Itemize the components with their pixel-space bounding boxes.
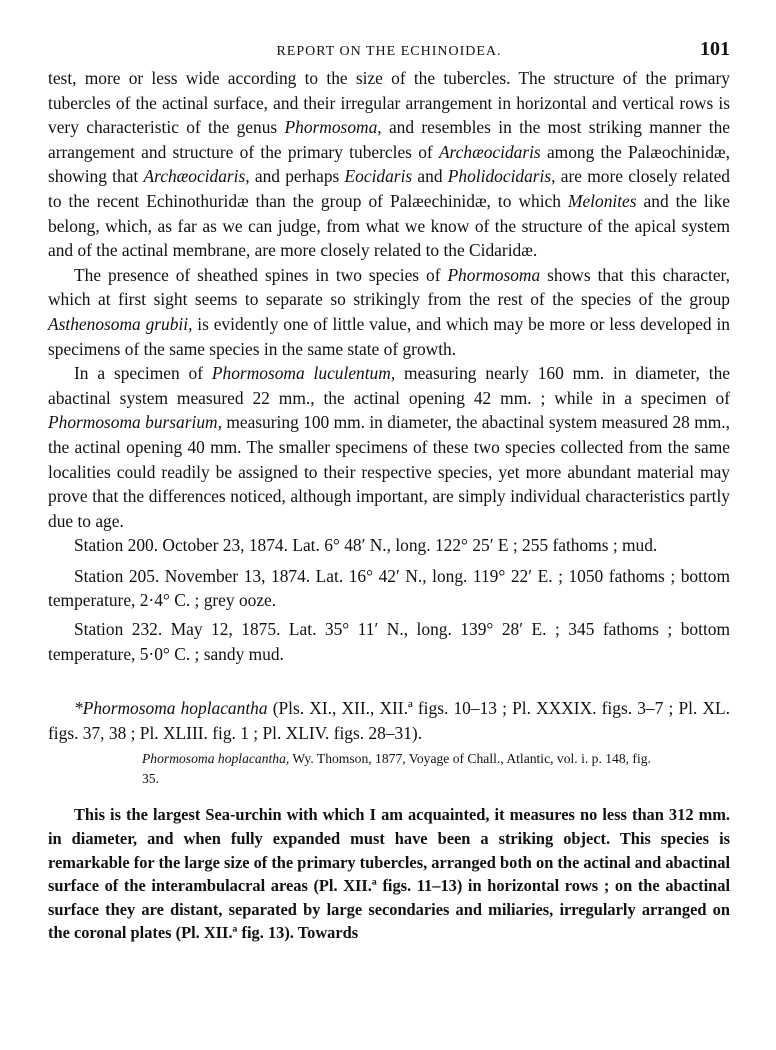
species-heading: *Phormosoma hoplacantha (Pls. XI., XII., XII.ª figs. 10–13 ; Pl. XXXIX. figs. 3–7 ; Pl. XL. figs. 37, 38 ; Pl. XLIII. fig. 1 ; Pl. XLIV. figs. 28–31). xyxy=(48,698,730,743)
station-232: Station 232. May 12, 1875. Lat. 35° 11′ N., long. 139° 28′ E. ; 345 fathoms ; bottom temperature, 5·0° C. ; sandy mud. xyxy=(48,619,730,664)
station-200: Station 200. October 23, 1874. Lat. 6° 48′ N., long. 122° 25′ E ; 255 fathoms ; mud. xyxy=(74,535,658,556)
paragraph-1: test, more or less wide according to the size of the tubercles. The structure of the primary tubercles of the actinal surface, and their irregular arrangement in horizontal and vertical rows is very characteristic of the genus Phormosoma, and resembles in the most striking manner the arrangement and structure of the primary tubercles of Archæocidaris among the Palæochinidæ, showing that Archæocidaris, and perhaps Eocidaris and Pholidocidaris, are more closely related to the recent Echinothuridæ than the group of Palæechinidæ, to which Melonites and the like belong, which, as far as we can judge, from what we know of the structure of the apical system and of the actinal membrane, are more closely related to the Cidaridæ. xyxy=(48,68,731,261)
station-205: Station 205. November 13, 1874. Lat. 16° 42′ N., long. 119° 22′ E. ; 1050 fathoms ; bottom temperature, 2·4° C. ; grey ooze. xyxy=(48,565,730,611)
synonymy-reference: Phormosoma hoplacantha, Wy. Thomson, 1877, Voyage of Chall., Atlantic, vol. i. p. 148, fig. 35. xyxy=(142,751,651,787)
running-title: REPORT ON THE ECHINOIDEA. xyxy=(276,44,502,59)
paragraph-2: The presence of sheathed spines in two species of Phormosoma shows that this character, which at first sight seems to separate so strikingly from the rest of the species of the group Asthenosoma grubii, is evidently one of little value, and which may be more or less developed in specimens of the same species in the same state of growth. xyxy=(48,264,730,359)
running-header xyxy=(48,38,730,64)
page-number: 101 xyxy=(700,38,730,60)
page xyxy=(48,38,730,945)
paragraph-3: In a specimen of Phormosoma luculentum, measuring nearly 160 mm. in diameter, the abactinal system measured 22 mm., the actinal opening 42 mm. ; while in a specimen of Phormosoma bursarium, measuring 100 mm. in diameter, the abactinal system measured 28 mm., the actinal opening 40 mm. The smaller specimens of these two species collected from the same localities could readily be assigned to their respective species, yet more abundant material may prove that the differences noticed, although important, are simply individual characteristics partly due to age. xyxy=(48,363,730,531)
paragraph-4: This is the largest Sea-urchin with which I am acquainted, it measures no less than 312 mm. in diameter, and when fully expanded must have been a striking object. This species is remarkable for the large size of the primary tubercles, arranged both on the actinal and abactinal surface of the interambulacral areas (Pl. XII.ª figs. 11–13) in horizontal rows ; on the abactinal surface they are distant, separated by large secondaries and miliaries, irregularly arranged on the coronal plates (Pl. XII.ª fig. 13). Towards xyxy=(48,805,730,943)
